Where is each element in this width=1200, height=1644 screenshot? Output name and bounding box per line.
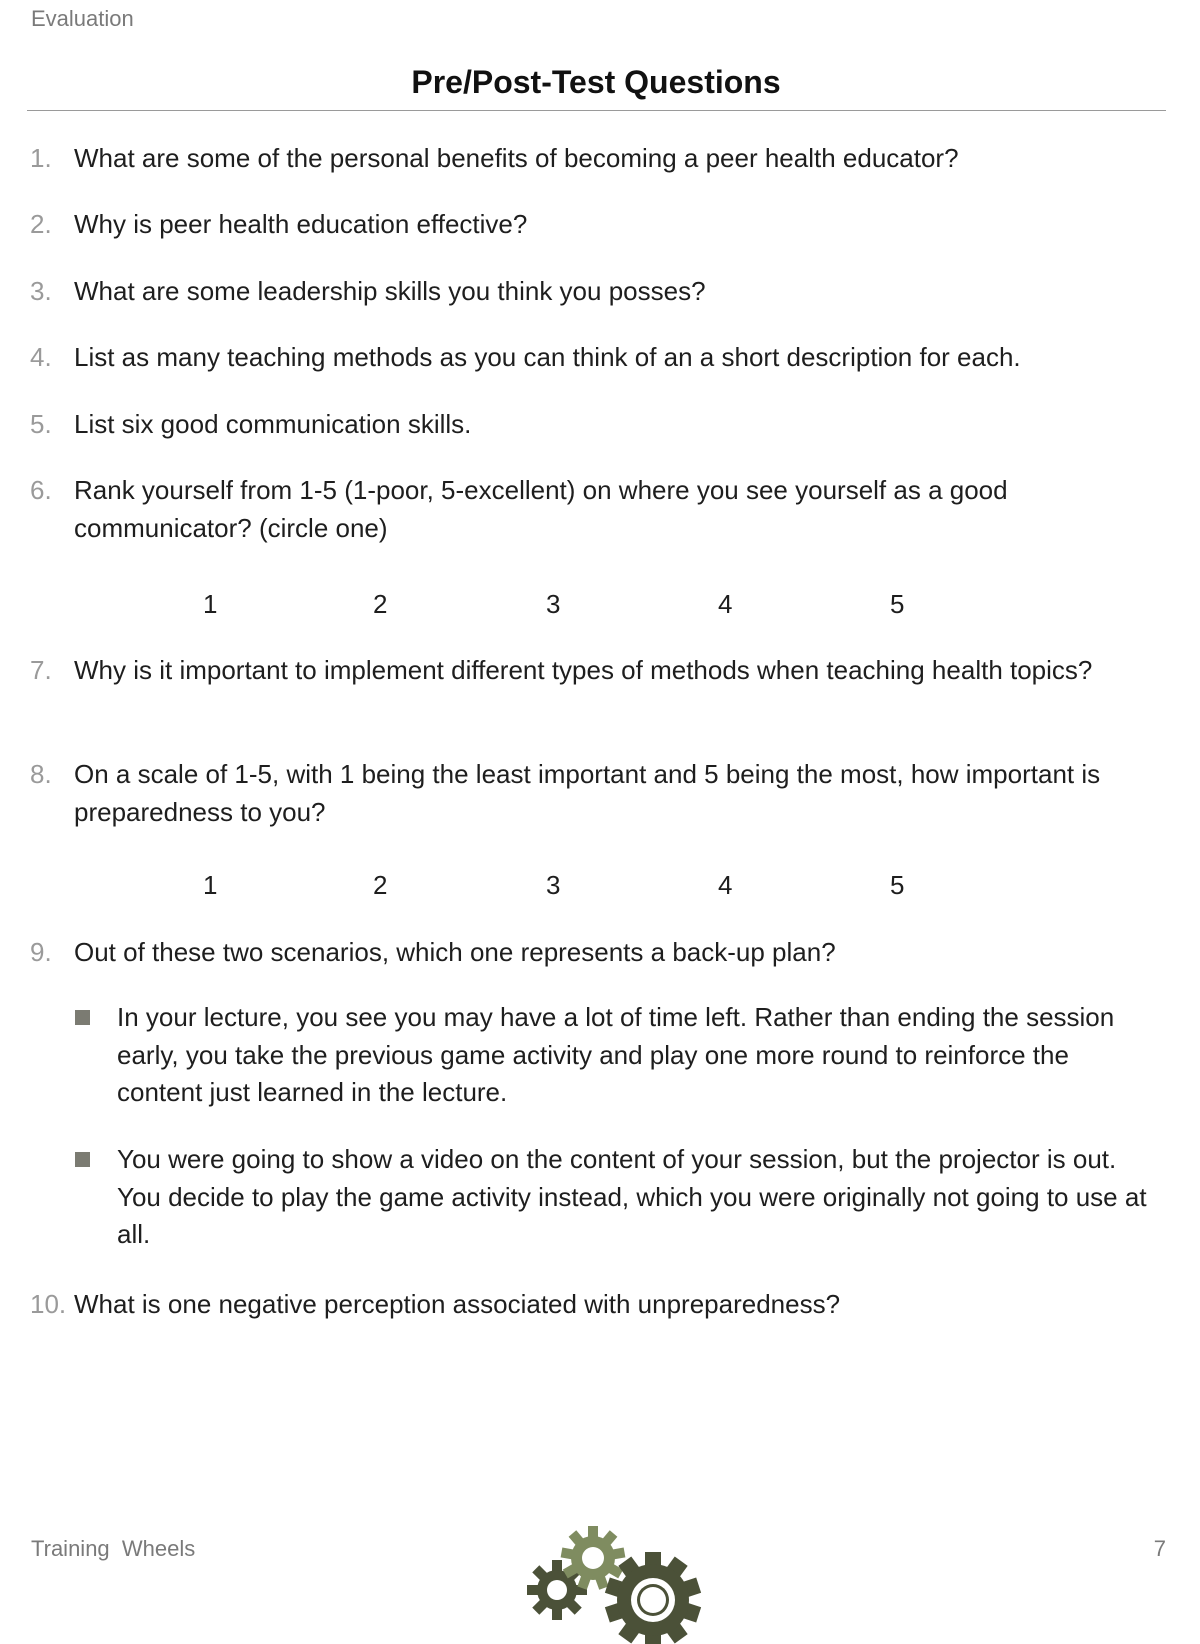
question-text: What is one negative perception associated with unpreparedness?	[74, 1289, 841, 1319]
scenario-text: You were going to show a video on the content of your session, but the projector is out. You decide to play the game activity instead, which you were originally not going to use at all.	[117, 1144, 1147, 1249]
scale-option[interactable]: 4	[718, 589, 733, 619]
square-bullet-icon	[75, 1152, 90, 1167]
gears-icon	[525, 1525, 715, 1644]
rating-scale-q6	[0, 585, 1200, 623]
question-number: 10.	[30, 1289, 67, 1319]
scale-option[interactable]: 2	[373, 870, 388, 900]
question-number: 2.	[30, 209, 52, 239]
question-8	[30, 755, 1150, 831]
scale-option[interactable]: 3	[546, 589, 561, 619]
question-1	[30, 139, 1150, 177]
scale-option[interactable]: 3	[546, 870, 561, 900]
title-divider	[27, 110, 1166, 111]
question-number: 8.	[30, 759, 52, 789]
question-number: 7.	[30, 655, 52, 685]
scale-option[interactable]: 1	[203, 870, 218, 900]
question-4	[30, 338, 1150, 376]
scenario-item-2	[75, 1141, 1155, 1254]
question-text: Out of these two scenarios, which one represents a back-up plan?	[74, 937, 836, 967]
scale-option[interactable]: 5	[890, 589, 905, 619]
question-text: Rank yourself from 1-5 (1-poor, 5-excellent) on where you see yourself as a good communicator? (circle one)	[74, 475, 1008, 543]
question-9	[30, 933, 1150, 971]
question-2	[30, 205, 1150, 243]
rating-scale-q8	[0, 866, 1200, 904]
question-6	[30, 471, 1150, 547]
page-number: 7	[1153, 1536, 1166, 1561]
question-5	[30, 405, 1150, 443]
square-bullet-icon	[75, 1010, 90, 1025]
section-label: Evaluation	[31, 6, 134, 31]
question-text: List six good communication skills.	[74, 409, 472, 439]
question-number: 1.	[30, 143, 52, 173]
scale-option[interactable]: 5	[890, 870, 905, 900]
scale-option[interactable]: 1	[203, 589, 218, 619]
footer-title: Training Wheels	[31, 1536, 196, 1561]
question-number: 9.	[30, 937, 52, 967]
question-7	[30, 651, 1150, 689]
scale-option[interactable]: 4	[718, 870, 733, 900]
scenario-text: In your lecture, you see you may have a lot of time left. Rather than ending the session early, you take the previous game activity and play one more round to reinforce the content just learned in the lecture.	[117, 1002, 1115, 1107]
question-text: Why is peer health education effective?	[74, 209, 528, 239]
question-text: What are some leadership skills you think you posses?	[74, 276, 706, 306]
question-text: What are some of the personal benefits of becoming a peer health educator?	[74, 143, 959, 173]
page-title: Pre/Post-Test Questions	[411, 64, 781, 100]
question-number: 6.	[30, 475, 52, 505]
question-number: 4.	[30, 342, 52, 372]
question-3	[30, 272, 1150, 310]
question-number: 3.	[30, 276, 52, 306]
scenario-item-1	[75, 999, 1155, 1112]
question-text: Why is it important to implement different types of methods when teaching health topics?	[74, 655, 1093, 685]
question-text: List as many teaching methods as you can think of an a short description for each.	[74, 342, 1021, 372]
scale-option[interactable]: 2	[373, 589, 388, 619]
question-10	[30, 1285, 1150, 1323]
question-number: 5.	[30, 409, 52, 439]
question-text: On a scale of 1-5, with 1 being the least important and 5 being the most, how important is preparedness to you?	[74, 759, 1101, 827]
